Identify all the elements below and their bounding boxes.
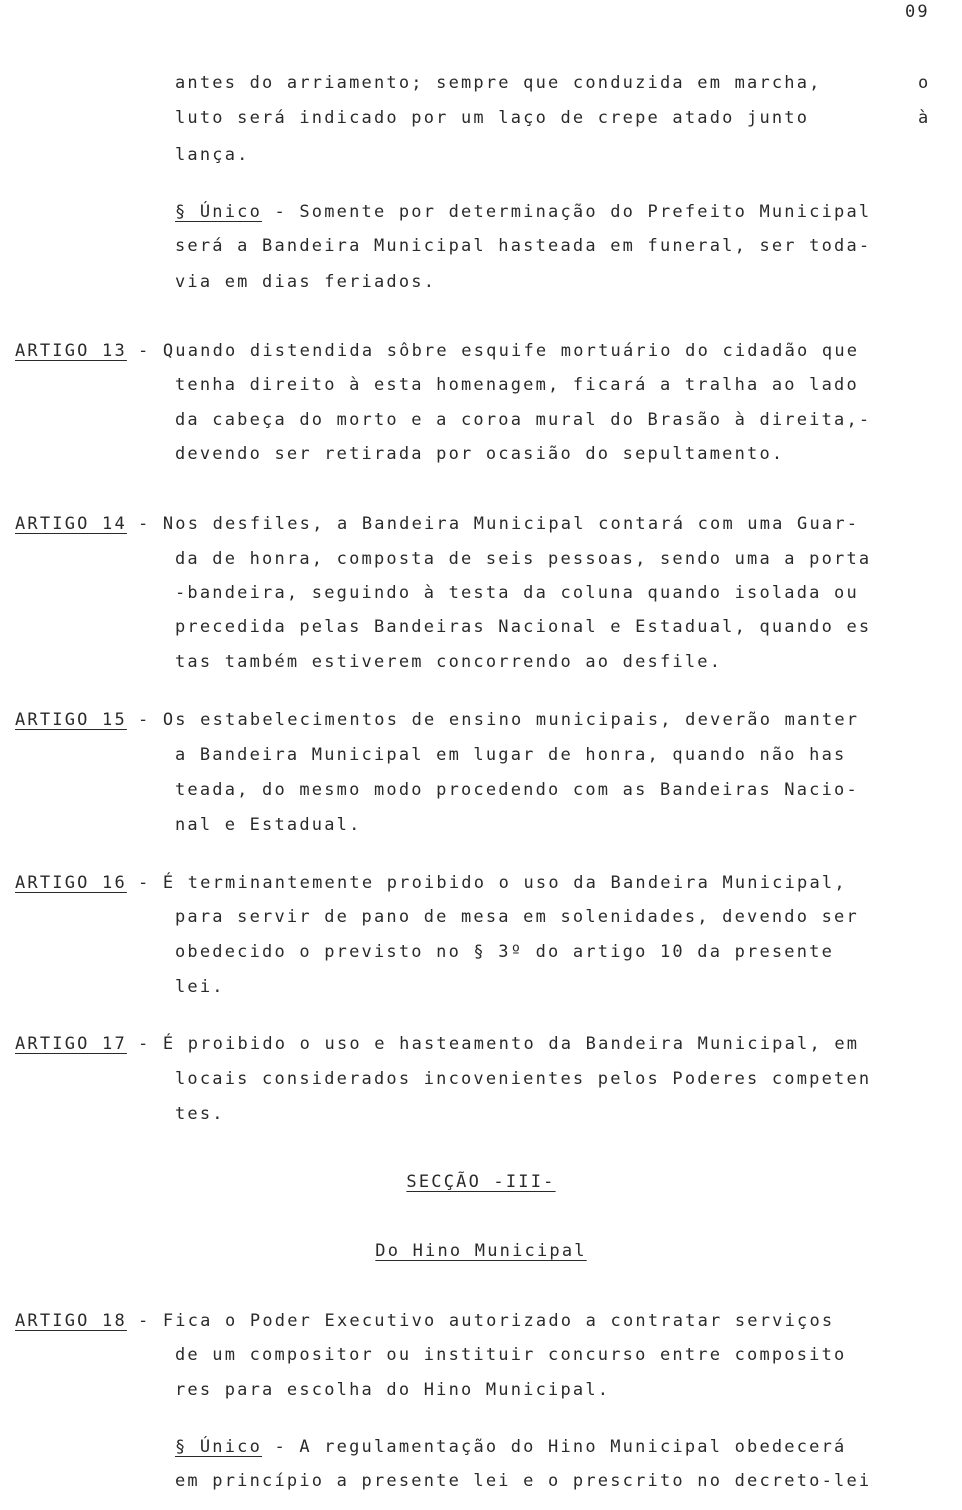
text-line: precedida pelas Bandeiras Nacional e Estadual, quando es [175, 617, 872, 637]
article-label: ARTIGO 17 [15, 1034, 127, 1054]
article-label: ARTIGO 18 [15, 1311, 127, 1331]
text-line [175, 202, 871, 222]
text-line: lei. [175, 977, 225, 997]
text-line: via em dias feriados. [175, 272, 437, 292]
text-line: - Os estabelecimentos de ensino municipais, deverão manter [138, 710, 860, 730]
section-title: SECÇÃO -III- [406, 1172, 556, 1192]
paragraph-label: § Único [175, 1437, 263, 1457]
text-line: antes do arriamento; sempre que conduzida em marcha, [175, 73, 822, 93]
text-line: obedecido o previsto no § 3º do artigo 10 da presente [175, 942, 835, 962]
text-line: - Quando distendida sôbre esquife mortuário do cidadão que [138, 341, 860, 361]
text-line: res para escolha do Hino Municipal. [175, 1380, 611, 1400]
paragraph-label: § Único [175, 202, 263, 222]
text-line: - Fica o Poder Executivo autorizado a contratar serviços [138, 1311, 835, 1331]
text-line: -bandeira, seguindo à testa da coluna quando isolada ou [175, 583, 859, 603]
article-label: ARTIGO 14 [15, 514, 127, 534]
article-label: ARTIGO 16 [15, 873, 127, 893]
article-label: ARTIGO 15 [15, 710, 127, 730]
text-line: locais considerados incovenientes pelos Poderes competen [175, 1069, 872, 1089]
text-line: da de honra, composta de seis pessoas, sendo uma a porta [175, 549, 872, 569]
text-line: lança. [175, 145, 250, 165]
text-line: teada, do mesmo modo procedendo com as Bandeiras Nacio- [175, 780, 859, 800]
article-label: ARTIGO 13 [15, 341, 127, 361]
text-segment: - Somente por determinação do Prefeito Municipal [262, 202, 872, 222]
text-line: tes. [175, 1104, 225, 1124]
text-line: para servir de pano de mesa em solenidades, devendo ser [175, 907, 859, 927]
text-line: - É proibido o uso e hasteamento da Bandeira Municipal, em [138, 1034, 860, 1054]
text-word: o [918, 73, 931, 93]
text-line: luto será indicado por um laço de crepe atado junto [175, 108, 810, 128]
page-number: 09 [905, 2, 930, 22]
text-line: em princípio a presente lei e o prescrito no decreto-lei [175, 1471, 872, 1491]
text-line: - Nos desfiles, a Bandeira Municipal contará com uma Guar- [138, 514, 860, 534]
text-line: tenha direito à esta homenagem, ficará a tralha ao lado [175, 375, 859, 395]
section-subheading [0, 1241, 962, 1261]
text-line: a Bandeira Municipal em lugar de honra, quando não has [175, 745, 847, 765]
text-line: de um compositor ou instituir concurso entre composito [175, 1345, 847, 1365]
text-line: tas também estiverem concorrendo ao desfile. [175, 652, 723, 672]
text-line: da cabeça do morto e a coroa mural do Brasão à direita,- [175, 410, 872, 430]
text-word: à [918, 108, 931, 128]
text-line: devendo ser retirada por ocasião do sepultamento. [175, 444, 785, 464]
text-line: será a Bandeira Municipal hasteada em funeral, ser toda- [175, 236, 872, 256]
text-line: - É terminantemente proibido o uso da Bandeira Municipal, [138, 873, 847, 893]
section-heading [0, 1172, 962, 1192]
text-segment: - A regulamentação do Hino Municipal obedecerá [262, 1437, 847, 1457]
text-line: nal e Estadual. [175, 815, 362, 835]
section-subtitle: Do Hino Municipal [375, 1241, 587, 1261]
text-line [175, 1437, 847, 1457]
